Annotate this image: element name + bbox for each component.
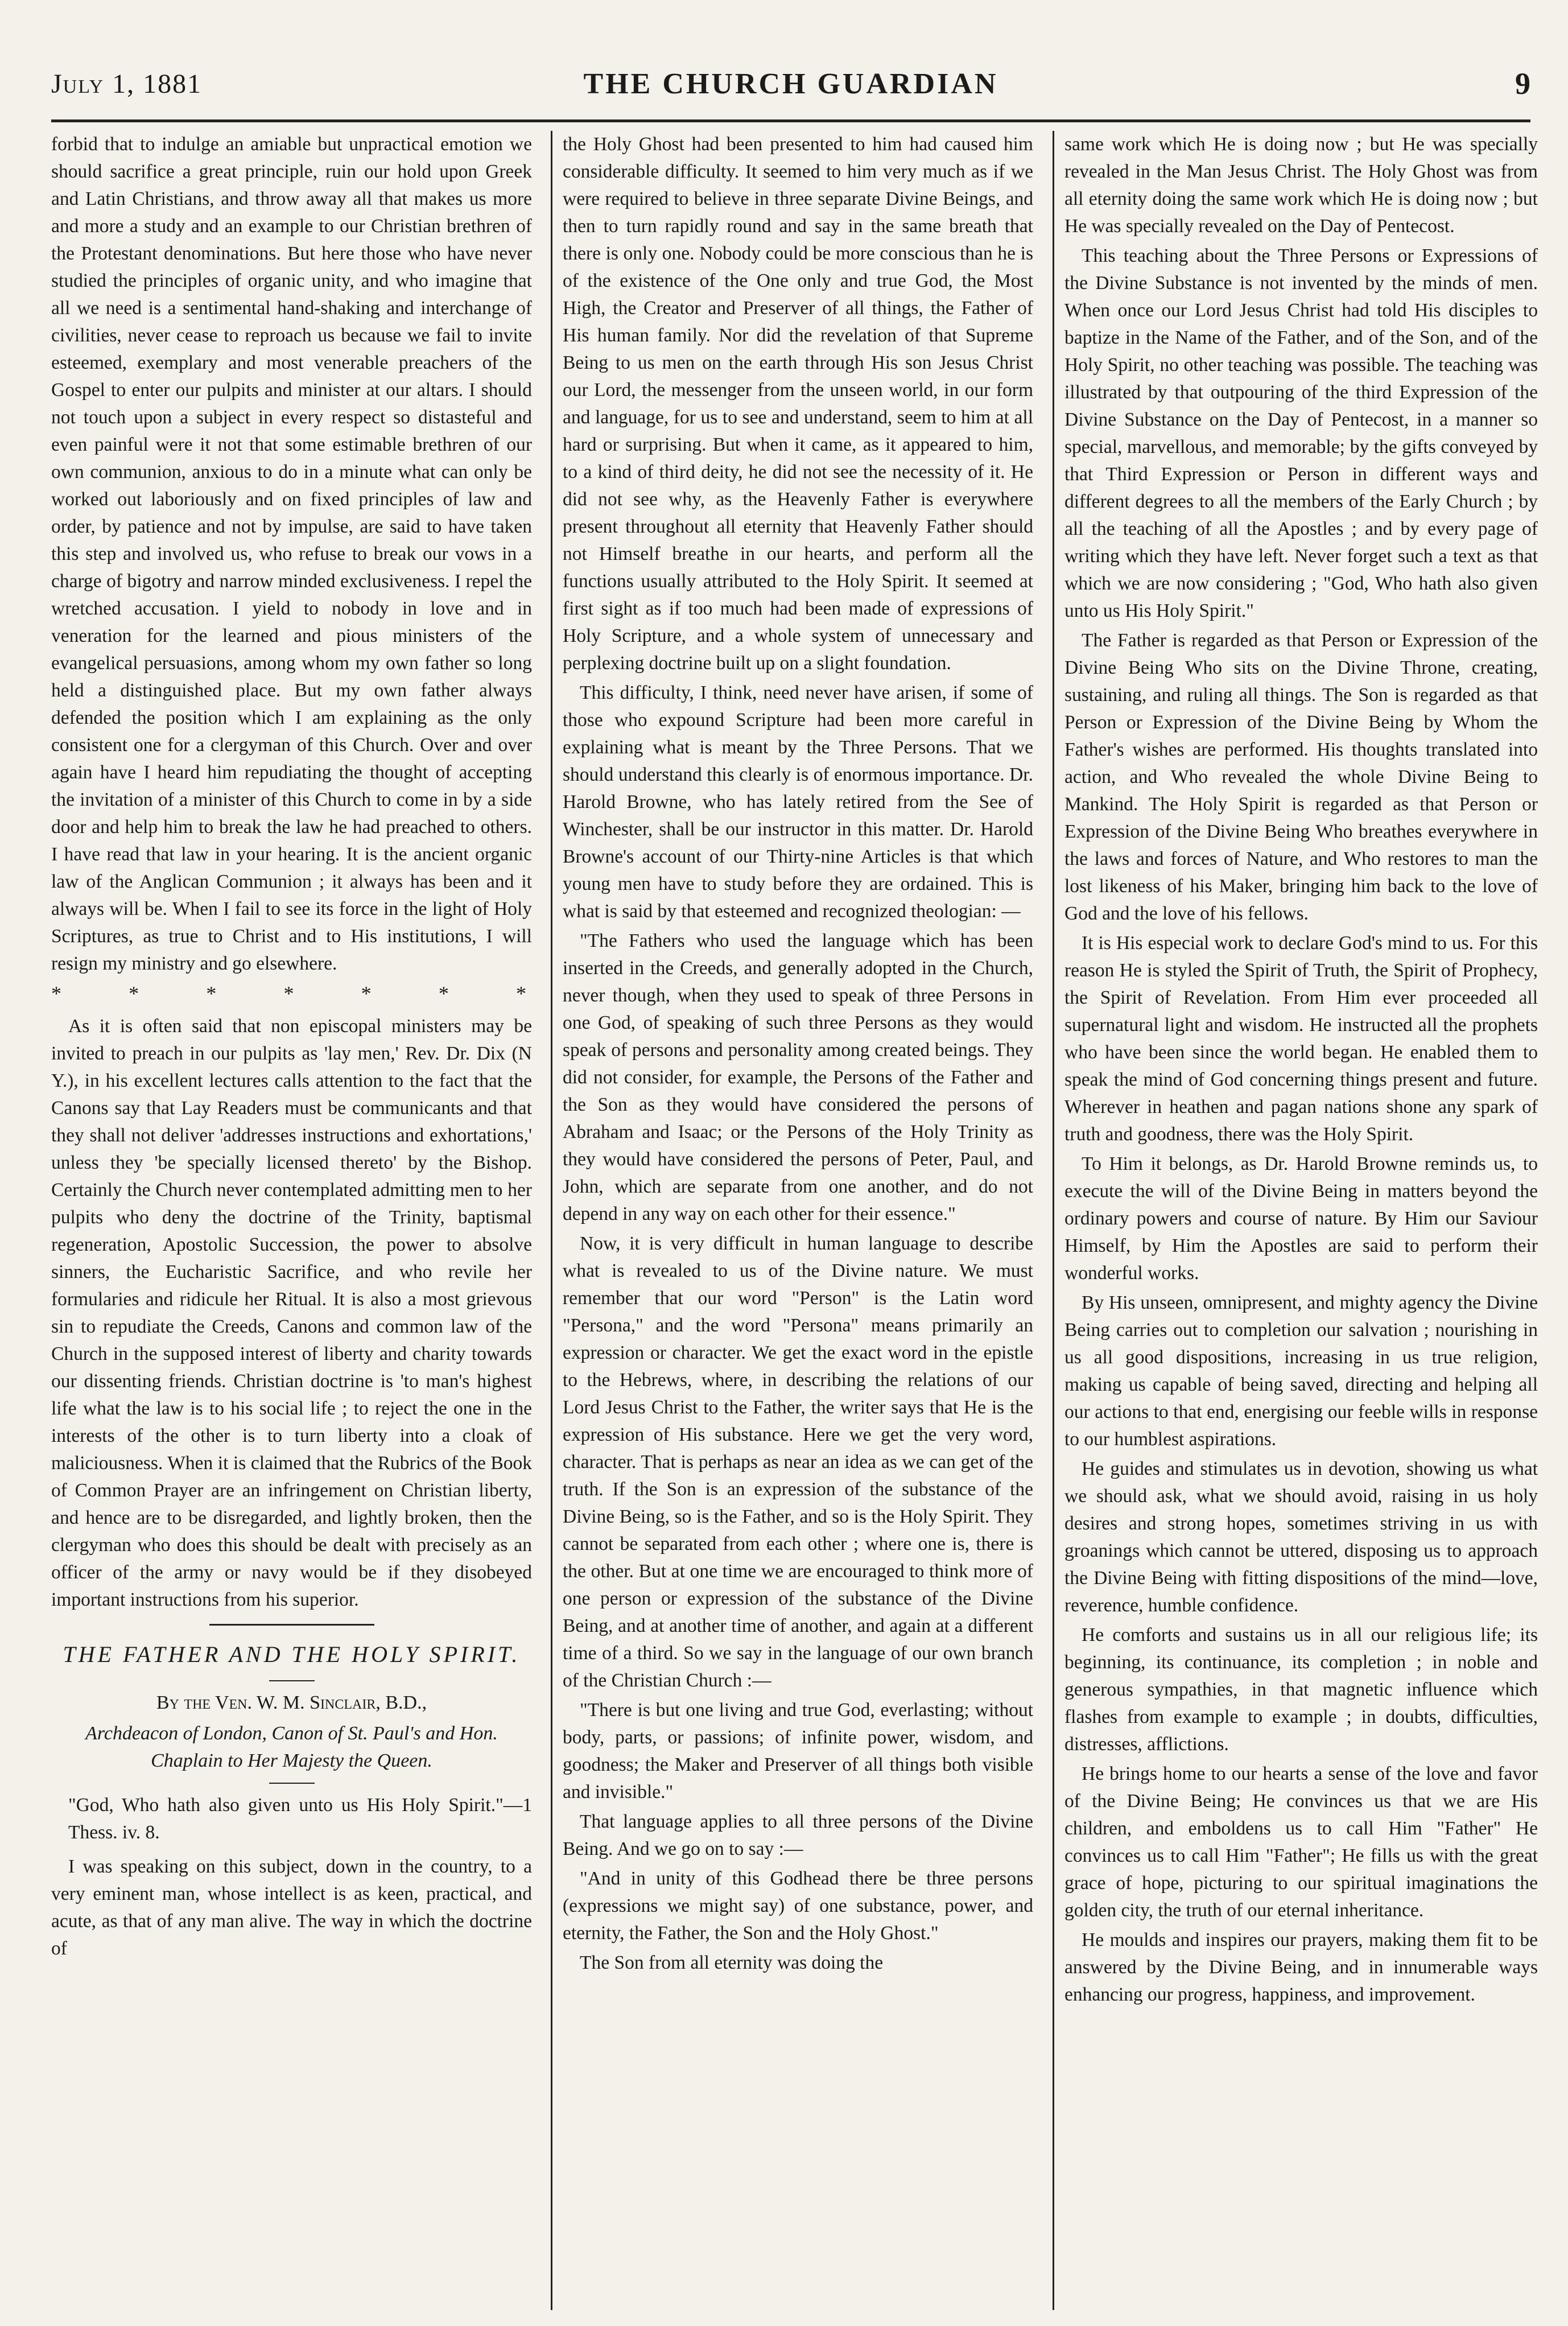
newspaper-title: THE CHURCH GUARDIAN — [583, 68, 998, 100]
paragraph: As it is often said that non episcopal ministers may be invited to preach in our pulpits as 'lay men,' Rev. Dr. Dix (N Y.), in his excellent lectures calls attention to the fact that the Canons say that Lay Readers must be communicants and that they shall not deliver 'addresses instructions and exhortations,' unless they 'be specially licensed thereto' by the Bishop. Certainly the Church never contemplated admitting men to her pulpits who deny the doctrine of the Trinity, baptismal regeneration, Apostolic Succession, the power to absolve sinners, the Eucharistic Sacrifice, and who revile her formularies and ridicule her Ritual. It is also a most grievous sin to repudiate the Creeds, Canons and common law of the Church in the supposed interest of liberty and charity towards our dissenting friends. Christian doctrine is 'to man's highest life what the law is to his social life ; to reject the one in the interests of the other is to turn liberty into a cloak of maliciousness. When it is claimed that the Rubrics of the Book of Common Prayer are an infringement on Christian liberty, and hence are to be disregarded, and lightly broken, then the clergyman who does this should be dealt with precisely as an officer of the army or navy would be if they disobeyed important instructions from his superior. — [51, 1016, 532, 1610]
page-number: 9 — [1515, 67, 1530, 101]
quotation: "And in unity of this Godhead there be three persons (expressions we might say) of one substance, power, and eternity, the Father, the Son and the Holy Ghost." — [563, 1868, 1033, 1944]
paragraph: This difficulty, I think, need never have arisen, if some of those who expound Scripture had been more careful in explaining what is meant by the Three Persons. That we should understand this clearly is of enormous importance. Dr. Harold Browne, who has lately retired from the See of Winchester, shall be our instructor in this matter. Dr. Harold Browne's account of our Thirty-nine Articles is that which young men have to study before they are ordained. This is what is said by that esteemed and recognized theologian: — — [563, 682, 1033, 922]
article-byline: By the Ven. W. M. Sinclair, B.D., — [156, 1692, 427, 1713]
column-3 — [1053, 131, 1538, 2310]
article-title: THE FATHER AND THE HOLY SPIRIT. — [63, 1642, 521, 1667]
issue-date: July 1, 1881 — [51, 69, 203, 99]
section-stars: * * * * * * * — [51, 982, 532, 1005]
paragraph: It is His especial work to declare God's mind to us. For this reason He is styled the Spirit of Truth, the Spirit of Prophecy, the Spirit of Revelation. From Him ever proceeded all supernatural light and wisdom. He instructed all the prophets who have been since the world began. He enabled them to speak the mind of God concerning things present and future. Wherever in heathen and pagan nations shone any spark of truth and goodness, there was the Holy Spirit. — [1064, 933, 1538, 1145]
quotation: "There is but one living and true God, everlasting; without body, parts, or passions; of infinite power, wisdom, and goodness; the Maker and Preserver of all things both visible and invisible." — [563, 1700, 1033, 1803]
paragraph: He comforts and sustains us in all our religious life; its beginning, its continuance, its completion ; in noble and generous sympathies, in that magnetic influence which flashes from example to example ; in doubts, difficulties, distresses, afflictions. — [1064, 1624, 1538, 1755]
paragraph: I was speaking on this subject, down in the country, to a very eminent man, whose intellect is as keen, practical, and acute, as that of any man alive. The way in which the doctrine of — [51, 1856, 532, 1959]
paragraph: The Son from all eternity was doing the — [580, 1952, 884, 1973]
epigraph: "God, Who hath also given unto us His Holy Spirit."—1 Thess. iv. 8. — [68, 1795, 532, 1843]
paragraph: By His unseen, omnipresent, and mighty agency the Divine Being carries out to completion our salvation ; nourishing in us all good dispositions, increasing in us true religion, making us capable of being saved, directing and helping all our actions to that end, energising our feeble wills in response to our humblest aspirations. — [1064, 1292, 1538, 1450]
column-2 — [551, 131, 1033, 2310]
paragraph: Now, it is very difficult in human language to describe what is revealed to us of the Divine nature. We must remember that our word "Person" is the Latin word "Persona," and the word "Persona" means primarily an expression or character. We get the exact word in the epistle to the Hebrews, where, in describing the relations of our Lord Jesus Christ to the Father, the writer says that He is the expression of His substance. Here we get the very word, character. That is perhaps as near an idea as we can get of the truth. If the Son is an expression of the substance of the Divine Being, so is the Father, and so is the Holy Spirit. They cannot be separated from each other ; where one is, there is the other. But at one time we are encouraged to think more of one person or expression of the substance of the Divine Being, and at another time of another, and again at a different time of a third. So we say in the language of our own branch of the Christian Church :— — [563, 1233, 1033, 1691]
column-1 — [51, 131, 532, 2310]
paragraph: The Father is regarded as that Person or Expression of the Divine Being Who sits on the Divine Throne, creating, sustaining, and ruling all things. The Son is regarded as that Person or Expression of the Divine Being by Whom the Father's wishes are performed. His thoughts translated into action, and Who revealed the whole Divine Being to Mankind. The Holy Spirit is regarded as that Person or Expression of the Divine Being Who breathes everywhere in the laws and forces of Nature, and Who restores to man the lost likeness of his Maker, bringing him back to the love of God and the love of his fellows. — [1064, 630, 1538, 924]
title-divider — [269, 1680, 315, 1681]
section-divider — [209, 1624, 374, 1626]
paragraph: This teaching about the Three Persons or Expressions of the Divine Substance is not invented by the minds of men. When once our Lord Jesus Christ had told His disciples to baptize in the Name of the Father, and of the Son, and of the Holy Spirit, no other teaching was possible. The teaching was illustrated by that outpouring of the third Expression of the Divine Substance on the Day of Pentecost, in a manner so special, marvellous, and memorable; by the gifts conveyed by that Third Expression or Person in different ways and different degrees to all the members of the Early Church ; by all the teaching of all the Apostles ; and by every page of writing which they have left. Never forget such a text as that which we are now considering ; "God, Who hath also given unto us His Holy Spirit." — [1064, 245, 1538, 621]
page-header — [51, 63, 1530, 122]
paragraph: He moulds and inspires our prayers, making them fit to be answered by the Divine Being, and in innumerable ways enhancing our progress, happiness, and improvement. — [1064, 1929, 1538, 2005]
paragraph: same work which He is doing now ; but He was specially revealed in the Man Jesus Christ. The Holy Ghost was from all eternity doing the same work which He is doing now ; but He was specially revealed on the Day of Pentecost. — [1064, 134, 1538, 237]
byline-divider — [269, 1783, 315, 1784]
paragraph: forbid that to indulge an amiable but unpractical emotion we should sacrifice a great principle, ruin our hold upon Greek and Latin Christians, and throw away all that makes us more and more a study and an example to our Christian brethren of the Protestant denominations. But here those who have never studied the principles of organic unity, and who imagine that all we need is a sentimental hand-shaking and interchange of civilities, never cease to reproach us because we fail to invite esteemed, exemplary and most venerable preachers of the Gospel to enter our pulpits and minister at our altars. I should not touch upon a subject in every respect so distasteful and even painful were it not that some estimable brethren of our own communion, anxious to do in a minute what can only be worked out laboriously and on fixed principles of law and order, by patience and not by impulse, are said to have taken this step and involved us, who refuse to break our vows in a charge of bigotry and narrow minded exclusiveness. I repel the wretched accusation. I yield to nobody in love and in veneration for the learned and pious ministers of the evangelical persuasions, among whom my own father so long held a distinguished place. But my own father always defended the position which I am explaining as the only consistent one for a clergyman of this Church. Over and over again have I heard him repudiating the thought of accepting the invitation of a minister of this Church to come in by a side door and help him to break the law he had preached to others. I have read that law in your hearing. It is the ancient organic law of the Anglican Communion ; it always has been and it always will be. When I fail to see its force in the light of Holy Scriptures, as true to Christ and to His institutions, I will resign my ministry and go elsewhere. — [51, 134, 532, 974]
paragraph: That language applies to all three persons of the Divine Being. And we go on to say :— — [563, 1811, 1033, 1859]
paragraph: To Him it belongs, as Dr. Harold Browne reminds us, to execute the will of the Divine Being in matters beyond the ordinary powers and course of nature. By Him our Saviour Himself, by Him the Apostles are said to perform their wonderful works. — [1064, 1153, 1538, 1284]
author-affiliation: Archdeacon of London, Canon of St. Paul's and Hon. Chaplain to Her Majesty the Queen. — [85, 1723, 498, 1771]
quotation: "The Fathers who used the language which has been inserted in the Creeds, and generally adopted in the Church, never though, when they used to speak of three Persons in one God, of speaking of such three Persons as they would speak of persons and personality among created beings. They did not consider, for example, the Persons of the Father and the Son as they would have considered the persons of Abraham and Isaac; or the Persons of the Holy Trinity as they would have considered the persons of Peter, Paul, and John, which are separate from one another, and do not depend in any way on each other for their essence." — [563, 930, 1033, 1224]
paragraph: the Holy Ghost had been presented to him had caused him considerable difficulty. It seemed to him very much as if we were required to believe in three separate Divine Beings, and then to turn rapidly round and say in the same breath that there is only one. Nobody could be more conscious than he is of the existence of the One only and true God, the Most High, the Creator and Preserver of all things, the Father of His human family. Nor did the revelation of that Supreme Being to us men on the earth through His son Jesus Christ our Lord, the messenger from the unseen world, in our form and language, for us to see and understand, seem to him at all hard or surprising. But when it came, as it appeared to him, to a kind of third deity, he did not see the necessity of it. He did not see why, as the Heavenly Father is everywhere present throughout all eternity that Heavenly Father should not Himself breathe in our hearts, and perform all the functions usually attributed to the Holy Spirit. It seemed at first sight as if too much had been made of expressions of Holy Scripture, and a whole system of unnecessary and perplexing doctrine built up on a slight foundation. — [563, 134, 1033, 674]
paragraph: He brings home to our hearts a sense of the love and favor of the Divine Being; He convinces us that we are His children, and emboldens us to call Him "Father" He convinces us to call Him "Father"; He fills us with the great grace of hope, picturing to our spiritual imaginations the golden city, the truth of our eternal inheritance. — [1064, 1763, 1538, 1921]
paragraph: He guides and stimulates us in devotion, showing us what we should ask, what we should avoid, raising in us holy desires and strong hopes, sometimes striving in us with groanings which cannot be uttered, disposing us to approach the Divine Being with fitting dispositions of the mind—love, reverence, humble confidence. — [1064, 1458, 1538, 1616]
